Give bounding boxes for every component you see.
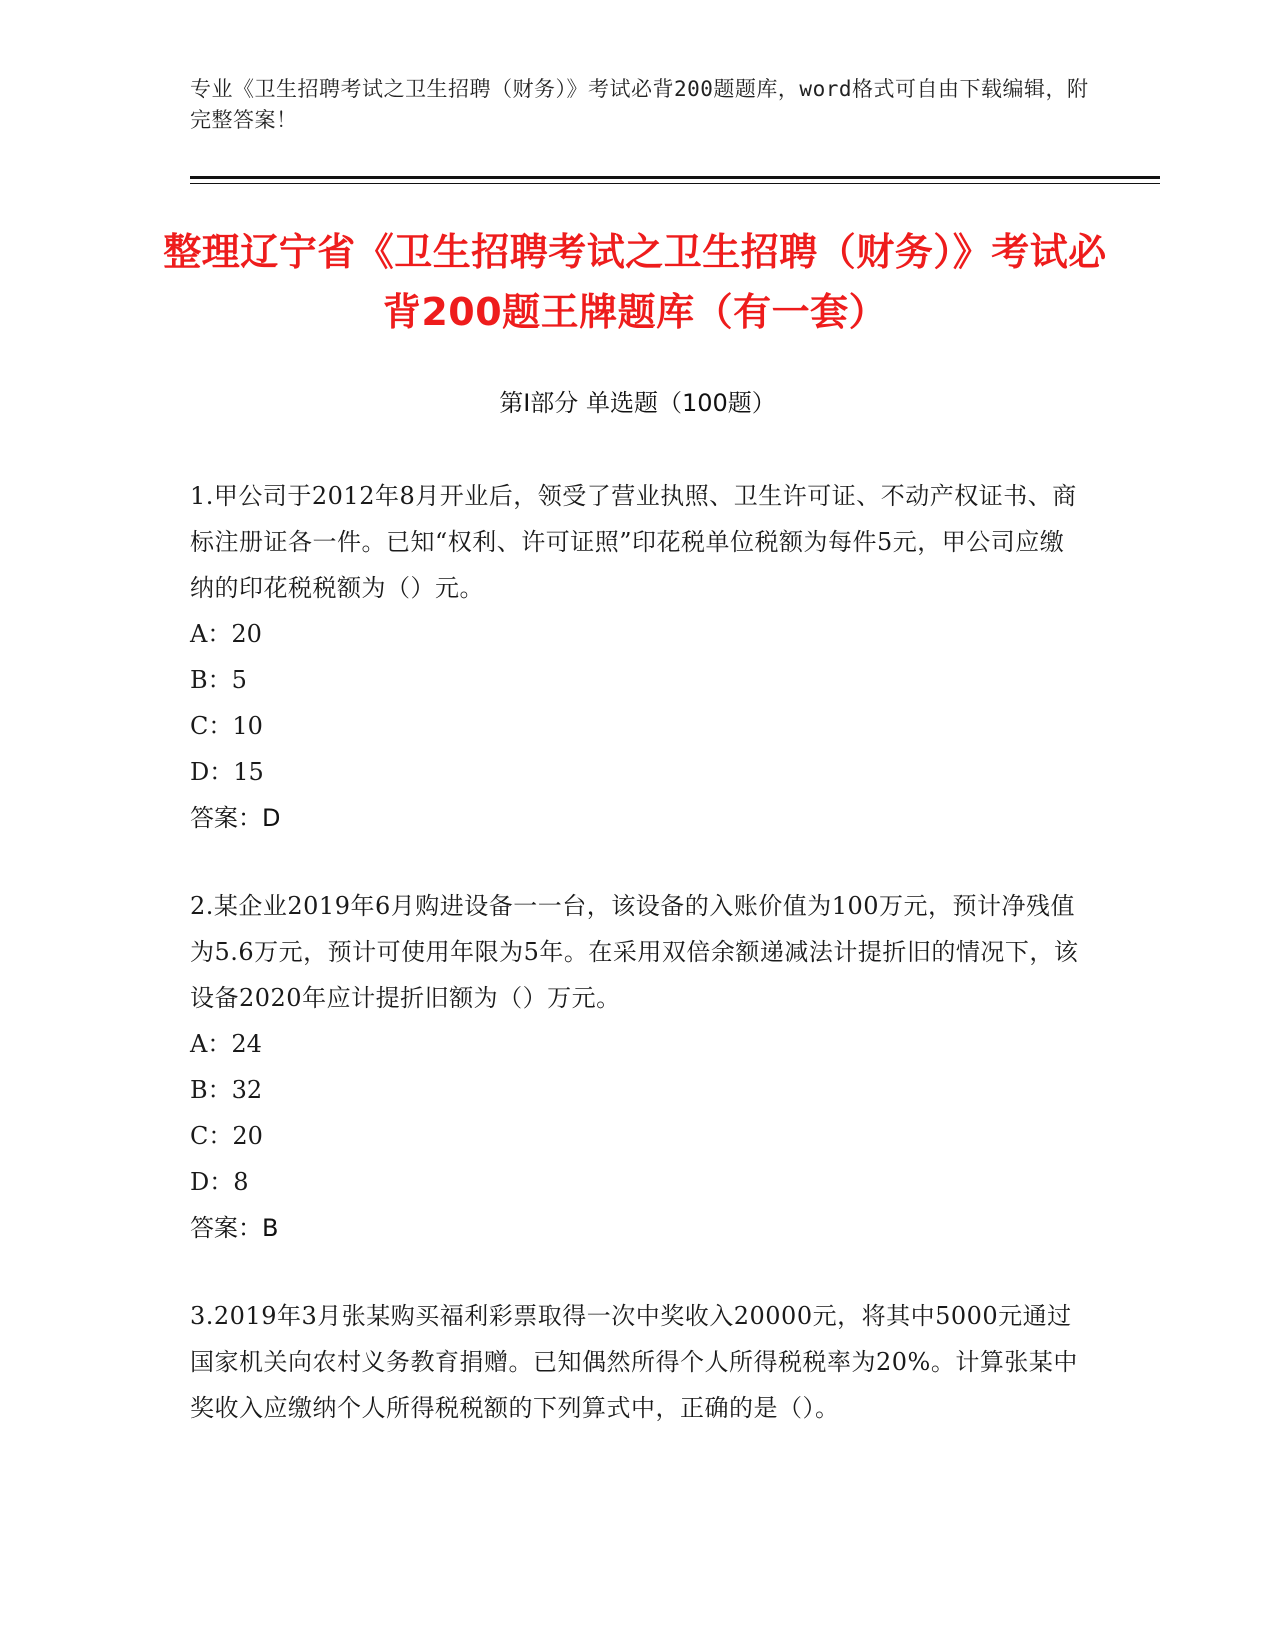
option-b: B：5 [190,666,247,694]
option-a: A：20 [190,620,262,648]
section-heading: 第I部分 单选题（100题） [499,389,776,417]
question-stem: 2.某企业2019年6月购进设备一一台，该设备的入账价值为100万元，预计净残值为5.6万元，预计可使用年限为5年。在采用双倍余额递减法计提折旧的情况下，该设备2020年应计提折旧额为（）万元。 [190,892,1079,1012]
option-a: A：24 [190,1030,262,1058]
question-stem: 1.甲公司于2012年8月开业后，领受了营业执照、卫生许可证、不动产权证书、商标注册证各一件。已知“权利、许可证照”印花税单位税额为每件5元，甲公司应缴纳的印花税税额为（）元。 [190,482,1077,602]
document-title: 整理辽宁省《卫生招聘考试之卫生招聘（财务）》考试必背200题王牌题库（有一套） [163,230,1107,334]
option-b: B：32 [190,1076,263,1104]
question-block [190,473,1080,841]
option-d: D：8 [190,1168,249,1196]
option-c: C：20 [190,1122,263,1150]
question-stem: 3.2019年3月张某购买福利彩票取得一次中奖收入20000元，将其中5000元通过国家机关向农村义务教育捐赠。已知偶然所得个人所得税税率为20%。计算张某中奖收入应缴纳个人所得税税额的下列算式中，正确的是（）。 [190,1302,1078,1422]
header-note: 专业《卫生招聘考试之卫生招聘（财务）》考试必背200题题库，word格式可自由下载编辑，附完整答案！ [190,77,1089,132]
option-c: C：10 [190,712,263,740]
option-d: D：15 [190,758,264,786]
header-divider-thin [190,183,1160,184]
question-block [190,1293,1080,1431]
header-divider-thick [190,176,1160,179]
question-block [190,883,1080,1251]
answer-line: 答案：B [190,1214,279,1242]
answer-line: 答案：D [190,804,281,832]
